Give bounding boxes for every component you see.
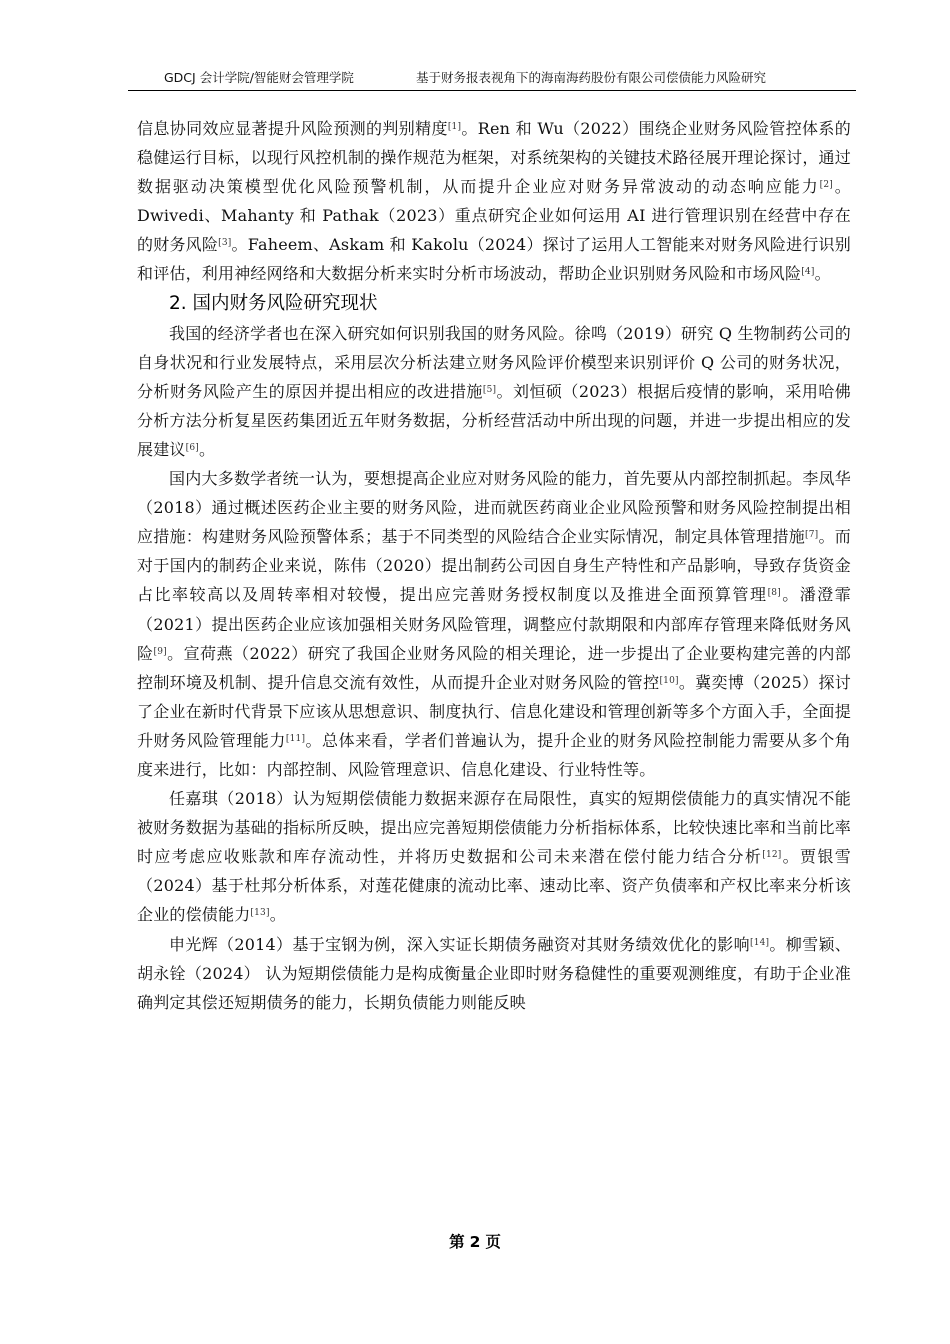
text-run: 。宣荷燕（2022）研究了我国企业财务风险的相关理论，进一步提出了企业要构建完善的内部控制环境及机制、提升信息交流有效性，从而提升企业对财务风险的管控 — [137, 643, 852, 692]
citation-ref: [9] — [153, 646, 167, 657]
text-run: 信息协同效应显著提升风险预测的判别精度 — [137, 119, 448, 138]
citation-ref: [5] — [482, 384, 497, 395]
text-run: 任嘉琪（2018）认为短期偿债能力数据来源存在局限性，真实的短期偿债能力的真实情况不能被财务数据为基础的指标所反映，提出应完善短期偿债能力分析指标体系，比较快速比率和当前比率时应考虑应收账款和库存流动性，并将历史数据和公司未来潜在偿付能力结合分析 — [137, 789, 851, 867]
text-run: 。Ren 和 Wu（2022）围绕企业财务风险管控体系的稳健运行目标，以现行风控机制的操作规范为框架，对系统架构的关键技术路径展开理论探讨，通过数据驱动决策模型优化风险预警机制，从而提升企业应对财务异常波动的动态响应能力 — [137, 119, 851, 197]
text-run: 国内大多数学者统一认为，要想提高企业应对财务风险的能力，首先要从内部控制抓起。李凤华（2018）通过概述医药企业主要的财务风险，进而就医药商业企业风险预警和财务风险控制提出相应措施：构建财务风险预警体系；基于不同类型的风险结合企业实际情况，制定具体管理措施 — [137, 469, 851, 547]
text-run: 我国的经济学者也在深入研究如何识别我国的财务风险。徐鸣（2019）研究 Q 生物制药公司的自身状况和行业发展特点，采用层次分析法建立财务风险评价模型来识别评价 Q 公司的财务状况，分析财务风险产生的原因并提出相应的改进措施 — [137, 323, 851, 401]
citation-ref: [3] — [218, 238, 232, 249]
citation-ref: [8] — [767, 588, 781, 599]
citation-ref: [12] — [762, 850, 782, 861]
body-paragraph — [137, 464, 851, 784]
citation-ref: [6] — [185, 443, 199, 453]
citation-ref: [1] — [447, 122, 462, 133]
page-footer — [0, 1230, 950, 1252]
page-number: 2 — [469, 1233, 481, 1251]
citation-ref: [10] — [659, 675, 679, 686]
citation-ref: [11] — [285, 733, 306, 744]
header-institution: GDCJ 会计学院/智能财会管理学院 — [164, 70, 354, 85]
text-run: 申光辉（2014）基于宝钢为例，深入实证长期债务融资对其财务绩效优化的影响 — [169, 934, 750, 954]
text-run: 。Faheem、Askam 和 Kakolu（2024）探讨了运用人工智能来对财务风险进行识别和评估，利用神经网络和大数据分析来实时分析市场波动，帮助企业识别财务风险和市场风险 — [137, 235, 851, 284]
citation-ref: [2] — [819, 180, 834, 191]
text-run: 。柳雪颖、胡永铨（2024） 认为短期偿债能力是构成衡量企业即时财务稳健性的重要观测维度，有助于企业准确判定其偿还短期债务的能力，长期负债能力则能反映 — [137, 934, 851, 1012]
page-number-prefix: 第 — [449, 1233, 465, 1251]
body-paragraph — [137, 319, 851, 464]
text-run: 。刘恒硕（2023）根据后疫情的影响，采用哈佛分析方法分析复星医药集团近五年财务数据，分析经营活动中所出现的问题，并进一步提出相应的发展建议 — [137, 381, 851, 459]
citation-ref: [7] — [805, 530, 819, 541]
text-run: 。 — [814, 264, 831, 284]
text-run: 。总体来看，学者们普遍认为，提升企业的财务风险控制能力需要从多个角度来进行，比如：内部控制、风险管理意识、信息化建设、行业特性等。 — [137, 730, 851, 779]
header-paper-title: 基于财务报表视角下的海南海药股份有限公司偿债能力风险研究 — [416, 70, 767, 85]
text-run: 。潘澄霏（2021）提出医药企业应该加强相关财务风险管理，调整应付款期限和内部库存管理来降低财务风险 — [137, 585, 852, 663]
text-run: 。冀奕博（2025）探讨了企业在新时代背景下应该从思想意识、制度执行、信息化建设和管理创新等多个方面入手，全面提升财务风险管理能力 — [137, 672, 851, 750]
page-number-suffix: 页 — [485, 1233, 501, 1251]
page-header — [128, 70, 856, 91]
body-paragraph — [137, 930, 851, 1017]
text-run: 。 — [269, 905, 286, 925]
citation-ref: [13] — [250, 908, 270, 919]
text-run: 。贾银雪（2024）基于杜邦分析体系，对莲花健康的流动比率、速动比率、资产负债率和产权比率来分析该企业的偿债能力 — [137, 847, 851, 925]
citation-ref: [4] — [801, 267, 815, 278]
text-run: 。而对于国内的制药企业来说，陈伟（2020）提出制药公司因自身生产特性和产品影响，导致存货资金占比率较高以及周转率相对较慢，提出应完善财务授权制度以及推进全面预算管理 — [137, 527, 851, 605]
citation-ref: [14] — [749, 937, 770, 948]
body-paragraph — [137, 784, 851, 929]
section-heading: 2. 国内财务风险研究现状 — [169, 292, 378, 314]
body-paragraph — [137, 114, 851, 289]
body-text — [137, 114, 851, 1017]
text-run: 。 — [198, 439, 216, 459]
text-run: 。Dwivedi、Mahanty 和 Pathak（2023）重点研究企业如何运用 AI 进行管理识别在经营中存在的财务风险 — [137, 177, 851, 255]
